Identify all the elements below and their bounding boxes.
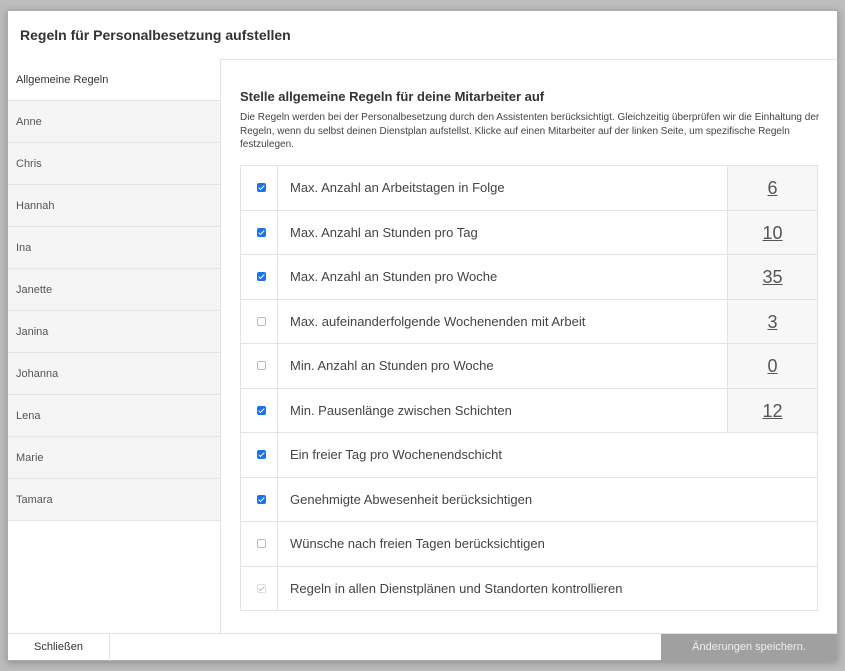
rule-label: Max. Anzahl an Arbeitstagen in Folge <box>290 180 505 195</box>
rule-checkbox[interactable] <box>257 495 266 504</box>
rule-checkbox[interactable] <box>257 406 266 415</box>
sidebar-item-janette[interactable]: Janette <box>8 269 220 311</box>
rule-row <box>241 211 817 256</box>
rule-value-link[interactable]: 12 <box>727 389 817 433</box>
rule-checkbox[interactable] <box>257 450 266 459</box>
rule-label: Min. Pausenlänge zwischen Schichten <box>290 402 512 418</box>
row-divider <box>277 389 278 433</box>
rule-value-link[interactable]: 6 <box>727 166 817 210</box>
rule-label: Ein freier Tag pro Wochenendschicht <box>290 447 502 462</box>
sidebar-item-chris[interactable]: Chris <box>8 143 220 185</box>
modal-footer <box>8 633 837 661</box>
rule-label: Regeln in allen Dienstplänen und Standorten kontrollieren <box>290 580 623 596</box>
sidebar-item-janina[interactable]: Janina <box>8 311 220 353</box>
sidebar-item-johanna[interactable]: Johanna <box>8 353 220 395</box>
rule-value-link[interactable]: 10 <box>727 211 817 255</box>
row-divider <box>277 211 278 255</box>
content-description: Die Regeln werden bei der Personalbesetzung durch den Assistenten berücksichtigt. Gleichzeitig überprüfen wir die Einhaltung der Regeln, wenn du selbst deinen Dienstplan aufstellst. Klicke auf einen Mitarbeiter auf der linken Seite, um spezifische Regeln festzulegen. <box>240 112 820 150</box>
row-divider <box>277 255 278 299</box>
rule-label: Min. Anzahl an Stunden pro Woche <box>290 358 494 373</box>
rule-row <box>241 433 817 478</box>
row-divider <box>277 433 278 477</box>
rule-value-link[interactable]: 3 <box>727 300 817 344</box>
rule-label: Max. aufeinanderfolgende Wochenenden mit Arbeit <box>290 313 586 329</box>
sidebar-item-ina[interactable]: Ina <box>8 227 220 269</box>
sidebar-item-tamara[interactable]: Tamara <box>8 479 220 521</box>
rule-row <box>241 567 817 612</box>
rule-row <box>241 478 817 523</box>
content-title: Stelle allgemeine Regeln für deine Mitarbeiter auf <box>240 89 545 104</box>
rule-row <box>241 522 817 567</box>
sidebar <box>8 59 221 633</box>
rules-table <box>240 165 818 611</box>
row-divider <box>277 300 278 344</box>
rule-checkbox[interactable] <box>257 272 266 281</box>
rule-checkbox-disabled <box>257 584 266 593</box>
sidebar-item-general-rules[interactable]: Allgemeine Regeln <box>8 59 220 101</box>
rule-row <box>241 344 817 389</box>
rule-checkbox[interactable] <box>257 228 266 237</box>
rule-label: Wünsche nach freien Tagen berücksichtigen <box>290 536 545 551</box>
rule-value-link[interactable]: 0 <box>727 344 817 388</box>
sidebar-item-lena[interactable]: Lena <box>8 395 220 437</box>
rule-row <box>241 166 817 211</box>
rule-checkbox[interactable] <box>257 361 266 370</box>
rule-checkbox[interactable] <box>257 183 266 192</box>
close-button[interactable]: Schließen <box>8 634 110 661</box>
modal-header <box>8 11 837 60</box>
rule-label: Max. Anzahl an Stunden pro Woche <box>290 269 498 284</box>
rules-modal <box>7 10 838 661</box>
rule-label: Genehmigte Abwesenheit berücksichtigen <box>290 491 533 507</box>
row-divider <box>277 522 278 566</box>
sidebar-item-anne[interactable]: Anne <box>8 101 220 143</box>
rule-value-link[interactable]: 35 <box>727 255 817 299</box>
row-divider <box>277 344 278 388</box>
sidebar-item-hannah[interactable]: Hannah <box>8 185 220 227</box>
rule-checkbox[interactable] <box>257 539 266 548</box>
rule-row <box>241 389 817 434</box>
rule-row <box>241 300 817 345</box>
save-changes-button[interactable]: Änderungen speichern. <box>661 634 837 661</box>
rule-label: Max. Anzahl an Stunden pro Tag <box>290 224 478 240</box>
sidebar-item-marie[interactable]: Marie <box>8 437 220 479</box>
rule-row <box>241 255 817 300</box>
row-divider <box>277 567 278 611</box>
row-divider <box>277 166 278 210</box>
rule-checkbox[interactable] <box>257 317 266 326</box>
modal-title: Regeln für Personalbesetzung aufstellen <box>20 27 291 43</box>
row-divider <box>277 478 278 522</box>
content-panel <box>221 59 837 633</box>
